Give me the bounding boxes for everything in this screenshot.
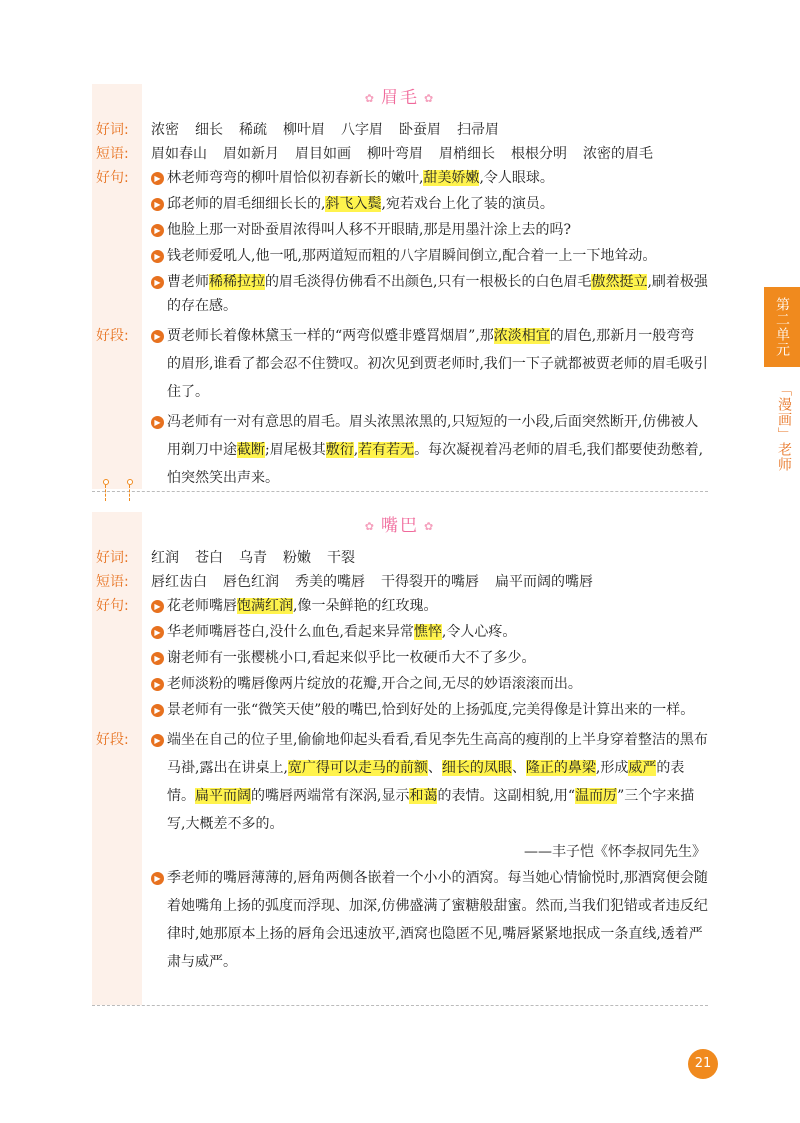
list-item bbox=[151, 864, 708, 976]
section-eyebrows bbox=[92, 84, 708, 489]
text-run: 贾老师长着像林黛玉一样的“两弯似蹙非蹙罥烟眉”,那 bbox=[167, 328, 494, 344]
unit-subtitle: 「漫画」老师 bbox=[776, 382, 792, 472]
text-run: 的嘴唇两端常有深涡,显示 bbox=[251, 788, 410, 804]
item-text bbox=[167, 270, 708, 318]
highlight-text: 浓淡相宜 bbox=[493, 328, 550, 344]
section-mouth bbox=[92, 512, 708, 1005]
highlight-text: 稀稀拉拉 bbox=[209, 274, 265, 290]
section-title-text: 眉毛 bbox=[381, 88, 419, 108]
word-item: 红润 bbox=[151, 550, 179, 566]
highlight-text: 敷衍 bbox=[325, 442, 354, 458]
list-item bbox=[151, 408, 708, 492]
text-run: , bbox=[353, 442, 359, 458]
text-run: 的眉毛淡得仿佛看不出颜色,只有一根极长的白色眉毛 bbox=[265, 274, 592, 290]
haoci-label: 好词: bbox=[96, 122, 129, 138]
word-item: 浓密的眉毛 bbox=[583, 146, 653, 162]
word-item: 柳叶弯眉 bbox=[367, 146, 423, 162]
highlight-text: 傲然挺立 bbox=[591, 274, 648, 290]
item-text bbox=[167, 166, 708, 190]
list-item bbox=[151, 218, 708, 242]
highlight-text: 细长的凤眼 bbox=[441, 760, 512, 776]
text-run: 花老师嘴唇 bbox=[167, 598, 237, 614]
text-run: ;眉尾极其 bbox=[265, 442, 326, 458]
section-divider bbox=[92, 491, 708, 492]
bullet-icon: ▶ bbox=[151, 734, 164, 747]
text-run: ,宛若戏台上化了装的演员。 bbox=[381, 196, 554, 212]
text-run: ,形成 bbox=[595, 760, 629, 776]
item-text bbox=[167, 408, 708, 492]
text-run: ,令人眼球。 bbox=[479, 170, 554, 186]
haoduan-label: 好段: bbox=[96, 732, 129, 748]
bullet-icon: ▶ bbox=[151, 198, 164, 211]
word-item: 粉嫩 bbox=[283, 550, 311, 566]
word-item: 扁平而阔的嘴唇 bbox=[495, 574, 593, 590]
item-text bbox=[167, 244, 708, 268]
word-item: 八字眉 bbox=[341, 122, 383, 138]
list-item bbox=[151, 620, 708, 644]
bullet-icon: ▶ bbox=[151, 600, 164, 613]
text-run: ,刷着极强的存在感。 bbox=[167, 274, 708, 314]
flower-icon: ✿ bbox=[424, 519, 436, 533]
word-item: 稀疏 bbox=[239, 122, 267, 138]
duanyu-label: 短语: bbox=[96, 574, 129, 590]
haoci-list bbox=[151, 118, 708, 142]
word-item: 浓密 bbox=[151, 122, 179, 138]
haoci-label: 好词: bbox=[96, 550, 129, 566]
word-item: 乌青 bbox=[239, 550, 267, 566]
text-run: 的表情。 bbox=[167, 760, 685, 804]
list-item bbox=[151, 192, 708, 216]
text-run: 他脸上那一对卧蚕眉浓得叫人移不开眼睛,那是用墨汁涂上去的吗? bbox=[167, 222, 571, 238]
section-title bbox=[360, 512, 440, 541]
haoju-label: 好句: bbox=[96, 598, 129, 614]
list-item bbox=[151, 672, 708, 696]
list-item bbox=[151, 166, 708, 190]
highlight-text: 和蔼 bbox=[409, 788, 438, 804]
haoduan-row bbox=[92, 322, 708, 494]
list-item bbox=[151, 726, 708, 838]
bullet-icon: ▶ bbox=[151, 872, 164, 885]
highlight-text: 温而厉 bbox=[575, 788, 618, 804]
bullet-icon: ▶ bbox=[151, 172, 164, 185]
bullet-icon: ▶ bbox=[151, 704, 164, 717]
haoju-list bbox=[151, 594, 708, 724]
text-run: 谢老师有一张樱桃小口,看起来似乎比一枚硬币大不了多少。 bbox=[167, 650, 536, 666]
text-run: 林老师弯弯的柳叶眉恰似初春新长的嫩叶, bbox=[167, 170, 424, 186]
haoju-row bbox=[92, 166, 708, 320]
word-item: 干裂 bbox=[327, 550, 355, 566]
duanyu-row bbox=[92, 142, 708, 166]
duanyu-list bbox=[151, 142, 708, 166]
bullet-icon: ▶ bbox=[151, 224, 164, 237]
highlight-text: 饱满红润 bbox=[237, 598, 293, 614]
haoci-row bbox=[92, 546, 708, 570]
item-text bbox=[167, 698, 708, 722]
flower-icon: ✿ bbox=[424, 91, 436, 105]
bullet-icon: ▶ bbox=[151, 276, 164, 289]
word-item: 扫帚眉 bbox=[457, 122, 499, 138]
text-run: 老师淡粉的嘴唇像两片绽放的花瓣,开合之间,无尽的妙语滚滚而出。 bbox=[167, 676, 582, 692]
highlight-text: 隆正的鼻梁 bbox=[525, 760, 596, 776]
highlight-text: 斜飞入鬓 bbox=[325, 196, 382, 212]
text-run: 的眉色,那新月一般弯弯的眉形,谁看了都会忍不住赞叹。初次见到贾老师时,我们一下子就都被贾老师的眉毛吸引住了。 bbox=[167, 328, 708, 400]
text-run: ,像一朵鲜艳的红玫瑰。 bbox=[293, 598, 438, 614]
text-run: 曹老师 bbox=[167, 274, 209, 290]
word-item: 眉如春山 bbox=[151, 146, 207, 162]
haoduan-list bbox=[151, 322, 708, 494]
text-run: 钱老师爱吼人,他一吼,那两道短而粗的八字眉瞬间倒立,配合着一上一下地耸动。 bbox=[167, 248, 657, 264]
item-text bbox=[167, 726, 708, 838]
word-item: 卧蚕眉 bbox=[399, 122, 441, 138]
haoduan-list bbox=[151, 726, 708, 978]
section-title-text: 嘴巴 bbox=[381, 516, 419, 536]
text-run: ”三个字来描写,大概差不多的。 bbox=[167, 788, 695, 832]
bullet-icon: ▶ bbox=[151, 678, 164, 691]
list-item bbox=[151, 322, 708, 406]
list-item bbox=[151, 646, 708, 670]
text-run: 。每次凝视着冯老师的眉毛,我们都要使劲憋着,怕突然笑出声来。 bbox=[167, 442, 704, 486]
item-text bbox=[167, 322, 708, 406]
highlight-text: 扁平而阔 bbox=[195, 788, 251, 804]
word-item: 眉梢细长 bbox=[439, 146, 495, 162]
haoju-label: 好句: bbox=[96, 170, 129, 186]
word-item: 眉如新月 bbox=[223, 146, 279, 162]
item-text bbox=[167, 218, 708, 242]
text-run: 的表情。这副相貌,用“ bbox=[437, 788, 576, 804]
word-item: 唇红齿白 bbox=[151, 574, 207, 590]
word-item: 根根分明 bbox=[511, 146, 567, 162]
text-run: 端坐在自己的位子里,偷偷地仰起头看看,看见李先生高高的瘦削的上半身穿着整洁的黑布马褂,露出在讲桌上, bbox=[167, 732, 708, 776]
flower-icon: ✿ bbox=[364, 91, 376, 105]
haoci-row bbox=[92, 118, 708, 142]
item-text bbox=[167, 672, 708, 696]
word-item: 细长 bbox=[195, 122, 223, 138]
list-item bbox=[151, 270, 708, 318]
item-text bbox=[167, 594, 708, 618]
word-item: 苍白 bbox=[195, 550, 223, 566]
haoju-list bbox=[151, 166, 708, 320]
text-run: 冯老师有一对有意思的眉毛。眉头浓黑浓黑的,只短短的一小段,后面突然断开,仿佛被人用剃刀中途 bbox=[167, 414, 699, 458]
haoduan-row bbox=[92, 726, 708, 978]
highlight-text: 威严 bbox=[628, 760, 657, 776]
list-item bbox=[151, 244, 708, 268]
list-item bbox=[151, 698, 708, 722]
item-text bbox=[167, 192, 708, 216]
text-run: ,令人心疼。 bbox=[441, 624, 517, 640]
highlight-text: 甜美娇嫩 bbox=[423, 170, 480, 186]
haoci-list bbox=[151, 546, 708, 570]
text-run: 景老师有一张“微笑天使”般的嘴巴,恰到好处的上扬弧度,完美得像是计算出来的一样。 bbox=[167, 702, 695, 718]
unit-tab: 第二单元 bbox=[764, 287, 800, 367]
item-text bbox=[167, 646, 708, 670]
page-number: 21 bbox=[688, 1049, 718, 1079]
text-run: 邱老师的眉毛细细长长的, bbox=[167, 196, 326, 212]
section-divider bbox=[92, 1005, 708, 1006]
word-item: 眉目如画 bbox=[295, 146, 351, 162]
bullet-icon: ▶ bbox=[151, 626, 164, 639]
text-run: 、 bbox=[427, 760, 442, 776]
bullet-icon: ▶ bbox=[151, 416, 164, 429]
section-title bbox=[360, 84, 440, 113]
text-run: 、 bbox=[511, 760, 526, 776]
duanyu-row bbox=[92, 570, 708, 594]
text-run: 季老师的嘴唇薄薄的,唇角两侧各嵌着一个小小的酒窝。每当她心情愉悦时,那酒窝便会随着她嘴角上扬的弧度而浮现、加深,仿佛盛满了蜜糖般甜蜜。然而,当我们犯错或者违反纪律时,她那原本上扬的唇角会迅速放平,酒窝也隐匿不见,嘴唇紧紧地抿成一条直线,透着严肃与威严。 bbox=[167, 870, 708, 970]
duanyu-list bbox=[151, 570, 708, 594]
quote-source: ——丰子恺《怀李叔同先生》 bbox=[524, 844, 706, 860]
highlight-text: 宽广得可以走马的前额 bbox=[287, 760, 428, 776]
highlight-text: 憔悴 bbox=[413, 624, 442, 640]
text-run: 华老师嘴唇苍白,没什么血色,看起来异常 bbox=[167, 624, 414, 640]
haoduan-label: 好段: bbox=[96, 328, 129, 344]
word-item: 干得裂开的嘴唇 bbox=[381, 574, 479, 590]
flower-icon: ✿ bbox=[364, 519, 376, 533]
item-text bbox=[167, 864, 708, 976]
word-item: 柳叶眉 bbox=[283, 122, 325, 138]
duanyu-label: 短语: bbox=[96, 146, 129, 162]
haoju-row bbox=[92, 594, 708, 724]
bullet-icon: ▶ bbox=[151, 250, 164, 263]
highlight-text: 截断 bbox=[237, 442, 265, 458]
bullet-icon: ▶ bbox=[151, 652, 164, 665]
bullet-icon: ▶ bbox=[151, 330, 164, 343]
word-item: 秀美的嘴唇 bbox=[295, 574, 365, 590]
highlight-text: 若有若无 bbox=[358, 442, 415, 458]
item-text bbox=[167, 620, 708, 644]
word-item: 唇色红润 bbox=[223, 574, 279, 590]
list-item bbox=[151, 594, 708, 618]
